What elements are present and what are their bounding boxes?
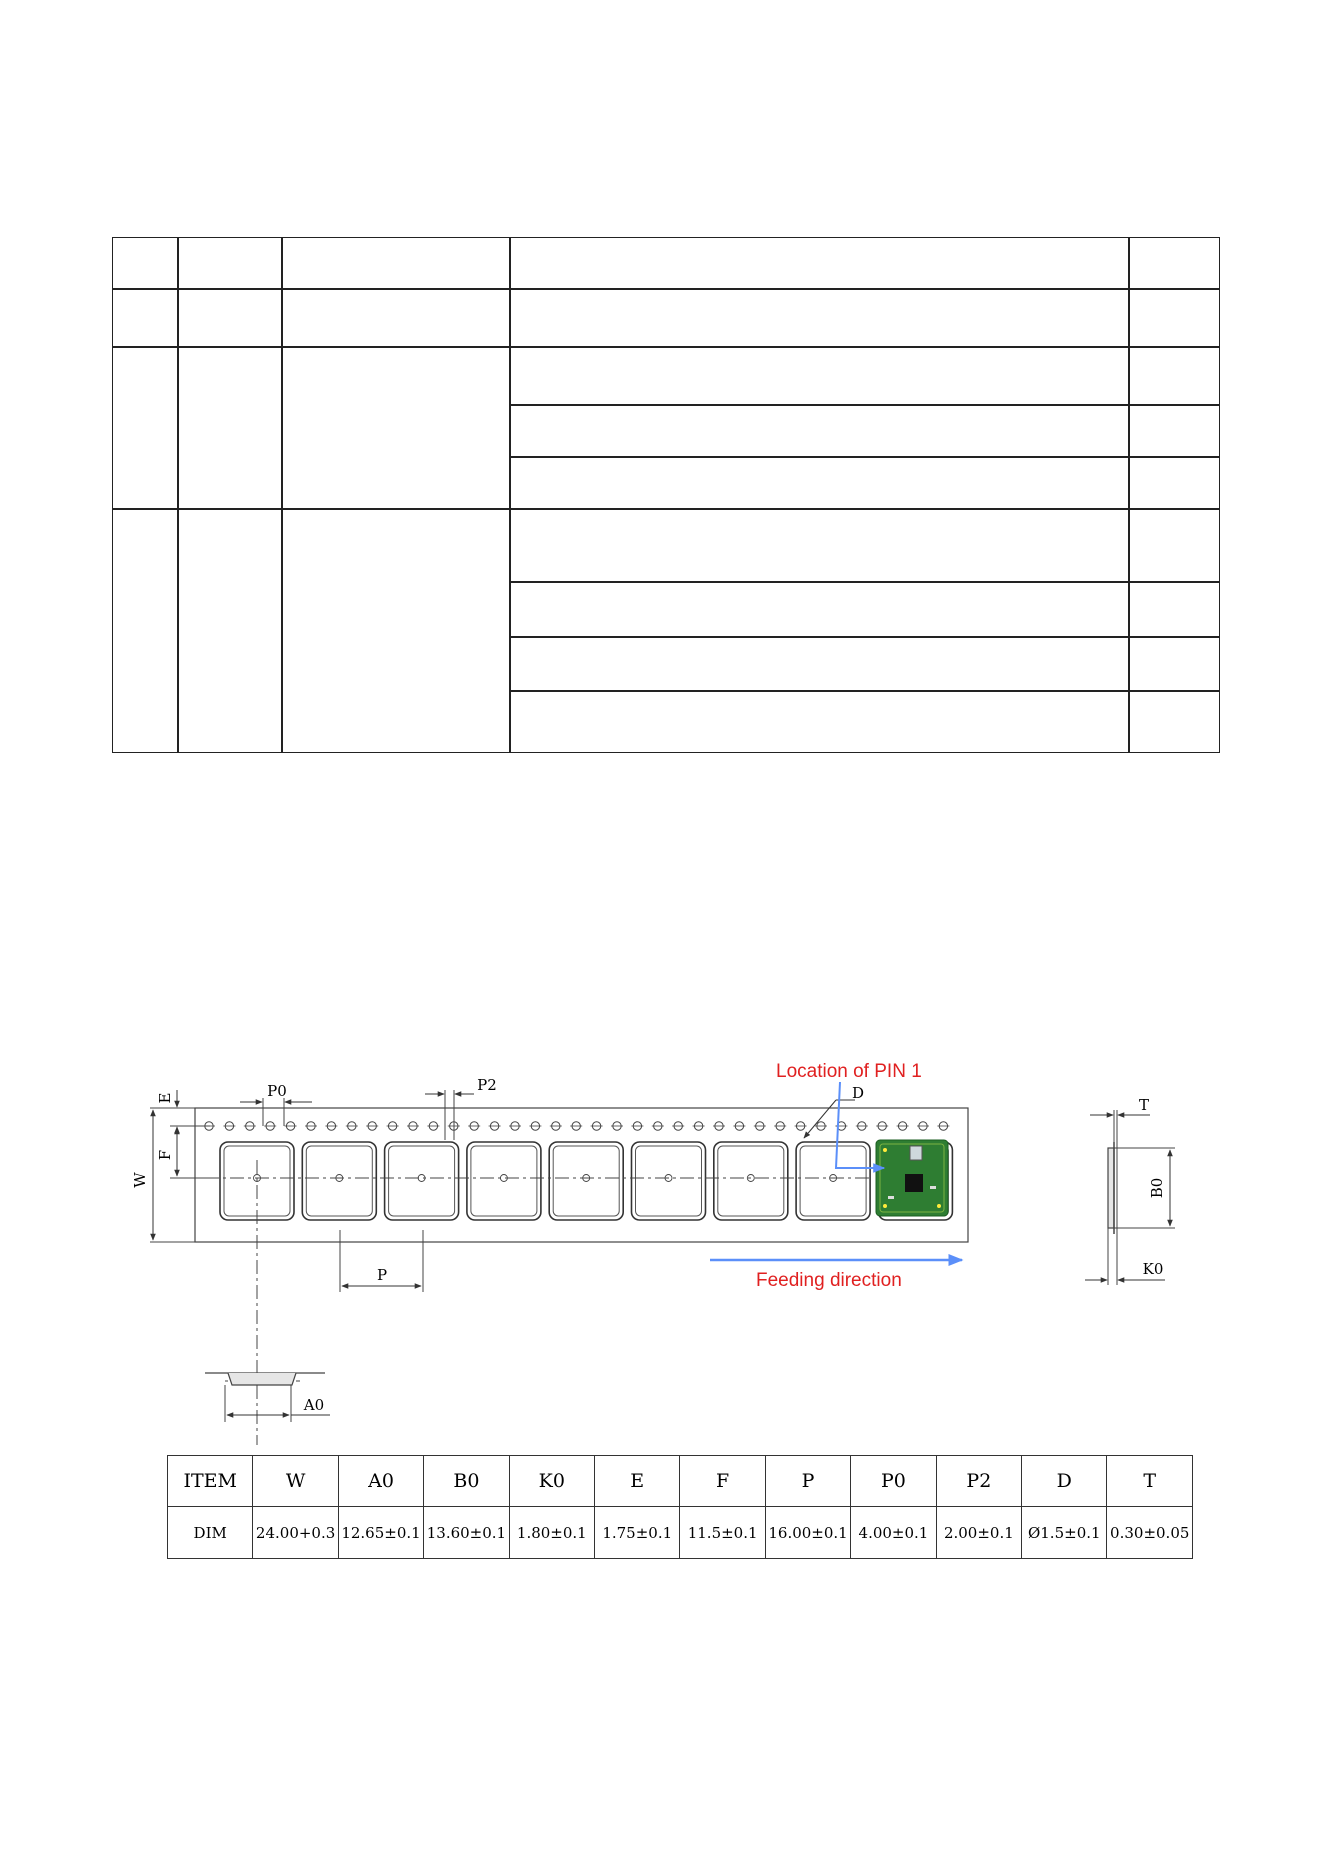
item-cell: B0: [424, 1456, 509, 1507]
dim-label-t: T: [1138, 1096, 1150, 1114]
carrier-tape: [195, 1108, 968, 1242]
dim-cell: 2.00±0.1: [936, 1507, 1021, 1559]
dim-label-w: W: [131, 1172, 149, 1188]
dim-label-p0: P0: [267, 1082, 287, 1100]
item-cell: E: [595, 1456, 680, 1507]
dim-label-f: F: [156, 1149, 174, 1161]
item-cell: K0: [509, 1456, 594, 1507]
pocket: [385, 1142, 459, 1220]
pocket: [796, 1142, 870, 1220]
dim-cell: 13.60±0.1: [424, 1507, 509, 1559]
item-cell: T: [1107, 1456, 1193, 1507]
dim-label-d: D: [851, 1084, 865, 1102]
item-cell: W: [253, 1456, 338, 1507]
pin1-callout-label: Location of PIN 1: [776, 1061, 922, 1082]
dim-label-a0: A0: [303, 1396, 325, 1414]
item-cell: P2: [936, 1456, 1021, 1507]
item-cell: F: [680, 1456, 765, 1507]
dim-cell: 4.00±0.1: [851, 1507, 936, 1559]
dim-label-p: P: [376, 1266, 388, 1284]
pocket: [632, 1142, 706, 1220]
pocket: [302, 1142, 376, 1220]
module-pcb-icon: [876, 1140, 948, 1216]
dim-cell: 12.65±0.1: [338, 1507, 423, 1559]
dim-row-header: DIM: [168, 1507, 253, 1559]
tape-side-view: [1108, 1142, 1117, 1234]
dim-cell: 11.5±0.1: [680, 1507, 765, 1559]
dimension-table-item-row: [168, 1456, 1193, 1507]
item-cell: D: [1022, 1456, 1107, 1507]
item-row-header: ITEM: [168, 1456, 253, 1507]
pocket: [467, 1142, 541, 1220]
dim-label-b0: B0: [1148, 1177, 1166, 1199]
dim-label-e: E: [156, 1092, 174, 1104]
pocket: [549, 1142, 623, 1220]
dim-cell: Ø1.5±0.1: [1022, 1507, 1107, 1559]
pocket: [714, 1142, 788, 1220]
dimension-table-dim-row: [168, 1507, 1193, 1559]
dim-label-p2: P2: [477, 1076, 497, 1094]
dim-cell: 1.75±0.1: [595, 1507, 680, 1559]
item-cell: P0: [851, 1456, 936, 1507]
dim-label-k0: K0: [1142, 1260, 1164, 1278]
dim-cell: 24.00+0.3: [253, 1507, 338, 1559]
component-pockets: [220, 1142, 952, 1220]
dimension-table: [167, 1455, 1193, 1559]
dim-cell: 0.30±0.05: [1107, 1507, 1193, 1559]
dim-cell: 16.00±0.1: [765, 1507, 850, 1559]
feed-direction-label: Feeding direction: [756, 1270, 902, 1291]
dim-cell: 1.80±0.1: [509, 1507, 594, 1559]
item-cell: A0: [338, 1456, 423, 1507]
pocket-section-view: [205, 1373, 325, 1385]
item-cell: P: [765, 1456, 850, 1507]
